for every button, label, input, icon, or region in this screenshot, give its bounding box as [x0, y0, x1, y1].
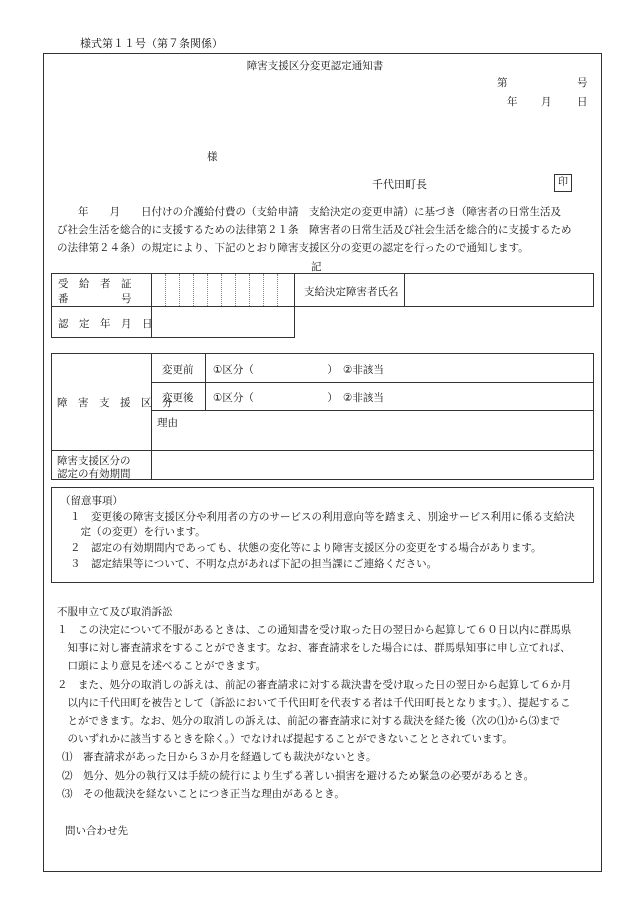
recipient-cert-label: 受 給 者 証 — [58, 278, 132, 290]
notes-item: ３ 認定結果等について、不明な点があれば下記の担当課にご連絡ください。 — [70, 558, 438, 570]
after-option-2: ②非該当 — [343, 392, 384, 404]
ki-heading: 記 — [311, 261, 322, 273]
table1-divider-name — [404, 273, 405, 307]
date-day: 日 — [577, 96, 588, 108]
appeal-heading: 不服申立て及び取消訴訟 — [57, 606, 173, 618]
appeal-line: 知事に対し審査請求をすることができます。なお、審査請求をした場合には、群馬県知事に申し立てれば、 — [57, 642, 571, 654]
cert-digit-sep — [221, 274, 222, 306]
body-line-3: の法律第２４条）の規定により、下記のとおり障害支援区分の変更の認定を行ったので通知します。 — [57, 242, 529, 254]
recipient-suffix: 様 — [207, 151, 218, 163]
cert-date-label: 認 定 年 月 日 — [58, 318, 153, 330]
document-title: 障害支援区分変更認定通知書 — [246, 60, 384, 72]
notes-heading: （留意事項） — [60, 495, 123, 507]
cert-digit-sep — [179, 274, 180, 306]
cert-digit-sep — [277, 274, 278, 306]
reason-label: 理由 — [157, 417, 178, 429]
appeal-line: １ この決定について不服があるときは、この通知書を受け取った日の翌日から起算して６０日以内に群馬県 — [57, 624, 572, 636]
cert-digit-sep — [263, 274, 264, 306]
appeal-line: ⑵ 処分、処分の執行又は手続の続行により生ずる著しい損害を避けるため緊急の必要があるとき。 — [62, 770, 535, 782]
cert-digit-sep — [235, 274, 236, 306]
table2-hline-2 — [151, 410, 594, 411]
cert-digit-sep — [207, 274, 208, 306]
beneficiary-name-label: 支給決定障害者氏名 — [304, 286, 399, 298]
before-option-2: ②非該当 — [343, 364, 384, 376]
notes-item: ２ 認定の有効期間内であっても、状態の変化等により障害支援区分の変更をする場合があります。 — [70, 542, 542, 554]
cert-digit-sep — [193, 274, 194, 306]
appeal-line: ２ また、処分の取消しの訴えは、前記の審査請求に対する裁決書を受け取った日の翌日から起算して６か月 — [57, 679, 572, 691]
after-option-1: ①区分（ ） — [213, 392, 338, 404]
date-year: 年 — [507, 96, 518, 108]
body-line-1: 年 月 日付けの介護給付費の（支給申請 支給決定の変更申請）に基づき（障害者の日常生活及 — [57, 206, 561, 218]
body-line-2: び社会生活を総合的に支援するための法律第２１条 障害者の日常生活及び社会生活を総合的に支援するため — [57, 224, 572, 236]
notes-item: １ 変更後の障害支援区分や利用者の方のサービスの利用意向等を踏まえ、別途サービス利用に係る支給決 — [70, 511, 575, 523]
appeal-line: ⑴ 審査請求があった日から３か月を経過しても裁決がないとき。 — [62, 751, 377, 763]
contact-label: 問い合わせ先 — [65, 825, 128, 837]
before-option-1: ①区分（ ） — [213, 364, 338, 376]
cert-digit-sep — [249, 274, 250, 306]
table2-hline-1 — [151, 382, 594, 383]
doc-no-prefix: 第 — [497, 77, 508, 89]
table2-divider — [151, 353, 152, 480]
recipient-cert-label-2: 番 号 — [58, 293, 132, 305]
appeal-line: 口頭により意見を述べることができます。 — [57, 660, 267, 672]
table2-hline-3 — [51, 450, 594, 451]
issuer-name: 千代田町長 — [372, 178, 427, 191]
validity-label: 障害支援区分の — [57, 455, 131, 467]
after-label: 変更後 — [162, 392, 194, 404]
appeal-line: 以内に千代田町を被告として（訴訟において千代田町を代表する者は千代田町長となります。）、提起するこ — [57, 697, 571, 709]
doc-no-suffix: 号 — [577, 77, 588, 89]
validity-label-2: 認定の有効期間 — [57, 468, 131, 480]
before-label: 変更前 — [162, 364, 194, 376]
date-month: 月 — [541, 96, 552, 108]
appeal-line: ⑶ その他裁決を経ないことにつき正当な理由があるとき。 — [62, 788, 345, 800]
category-label: 障 害 支 援 区 分 — [57, 397, 173, 409]
cert-digit-sep — [165, 274, 166, 306]
appeal-line: とができます。なお、処分の取消しの訴えは、前記の審査請求に対する裁決を経た後（次の⑴から⑶まで — [57, 715, 561, 727]
notes-item: 定（の変更）を行います。 — [70, 526, 206, 538]
seal-mark: 印 — [554, 174, 572, 192]
form-number: 様式第１１号（第７条関係） — [80, 37, 223, 50]
appeal-line: のいずれかに該当するときを除く。）でなければ提起することができないこととされています。 — [57, 733, 513, 745]
